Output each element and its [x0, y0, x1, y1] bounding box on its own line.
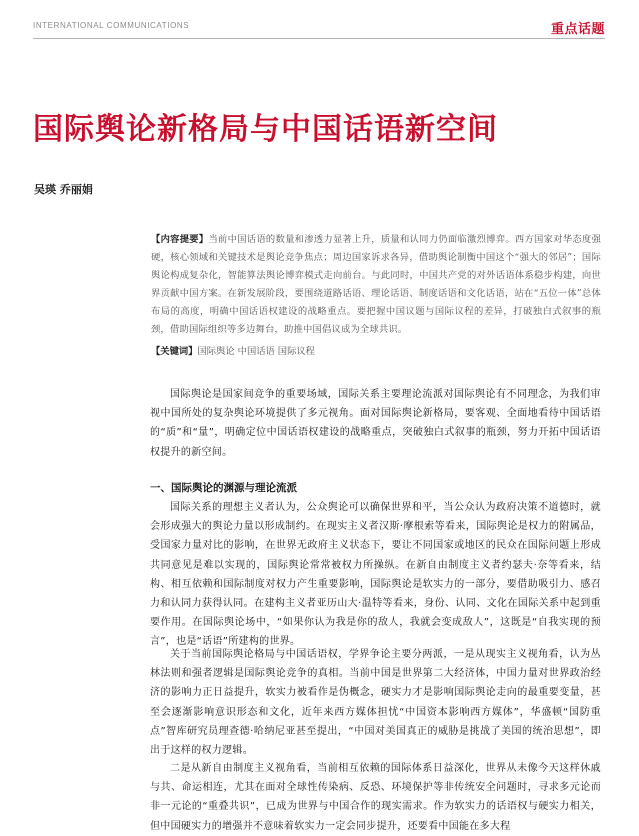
- intro-paragraph: 国际舆论是国家间竞争的重要场域，国际关系主要理论流派对国际舆论有不同理念，为我们审视中国所处的复杂舆论环境提供了多元视角。面对国际舆论新格局，要客观、全面地看待中国话语的“质”和“量”，明确定位中国话语权建设的战略重点，突破独白式叙事的瓶颈，努力开拓中国话语权提升的新空间。: [150, 389, 601, 458]
- section-badge: 重点话题: [550, 22, 605, 37]
- header-divider: [33, 38, 605, 39]
- abstract-block: [151, 231, 601, 339]
- body-paragraph: 国际关系的理想主义者认为，公众舆论可以确保世界和平，当公众认为政府决策不道德时，就会形成强大的舆论力量以形成制约。在现实主义者汉斯·摩根索等看来，国际舆论是权力的附属品，受国家力量对比的影响，在世界无政府主义状态下，要让不同国家或地区的民众在国际问题上形成共同意见是难以实现的，国际舆论常常被权力所操纵。在新自由制度主义者约瑟夫·奈等看来，结构、相互依赖和国际制度对权力产生重要影响，国际舆论是软实力的一部分，要借助吸引力、感召力和认同力获得认同。在建构主义者亚历山大·温特等看来，身份、认同、文化在国际关系中起到重要作用。在国际舆论场中，“如果你认为我是你的敌人，我就会变成敌人”，这既是“自我实现的预言”，也是“话语”所建构的世界。: [150, 502, 601, 648]
- body-paragraph: 二是从新自由制度主义视角看，当前相互依赖的国际体系日益深化，世界从未像今天这样休戚与共、命运相连，尤其在面对全球性传染病、反恐、环境保护等非传统安全问题时，寻求多元论而非一元论的“重叠共识”，已成为世界与中国合作的现实需求。作为软实力的话语权与硬实力相关，但中国硬实力的增强并不意味着软实力一定会同步提升，还要看中国能在多大程: [150, 763, 601, 832]
- running-header: [33, 18, 605, 36]
- abstract-text: 当前中国话语的数量和渗透力显著上升，质量和认同力仍面临激烈博弈。西方国家对华态度强硬，核心领域和关键技术是舆论竞争焦点；周边国家诉求各异，借助舆论制衡中国这个“强大的邻居”；国际舆论构成复杂化，智能算法舆论博弈模式走向前台。与此同时，中国共产党的对外话语体系稳步构建，向世界贡献中国方案。在新发展阶段，要围绕道路话语、理论话语、制度话语和文化话语，站在“五位一体”总体布局的高度，明确中国话语权建设的战略重点。要把握中国议题与国际议程的差异，打破独白式叙事的瓶颈，借助国际组织等多边舞台，助推中国倡议成为全球共识。: [151, 234, 602, 335]
- section-heading: 一、国际舆论的渊源与理论流派: [150, 482, 297, 494]
- keywords-block: [151, 343, 601, 361]
- article-title: 国际舆论新格局与中国话语新空间: [33, 112, 498, 147]
- keywords-label: 【关键词】: [151, 346, 198, 357]
- abstract-label: 【内容提要】: [151, 234, 209, 245]
- keywords-text: 国际舆论 中国话语 国际议程: [197, 346, 315, 357]
- article-authors: 吴瑛 乔丽娟: [34, 183, 93, 196]
- section-label: INTERNATIONAL COMMUNICATIONS: [33, 21, 190, 30]
- body-paragraph: 关于当前国际舆论格局与中国话语权，学界争论主要分两派，一是从现实主义视角看，认为丛林法则和强者逻辑是国际舆论竞争的真相。当前中国是世界第二大经济体，中国力量对世界政治经济的影响力正日益提升，软实力被看作是伪概念，硬实力才是影响国际舆论走向的最重要变量，甚至会逐渐影响意识形态和文化，近年来西方媒体担忧“中国资本影响西方媒体”，华盛顿“国防重点”智库研究员理查德·哈纳尼亚甚至提出，“中国对美国真正的威胁是挑战了美国的统治思想”，即出于这样的权力逻辑。: [150, 649, 601, 757]
